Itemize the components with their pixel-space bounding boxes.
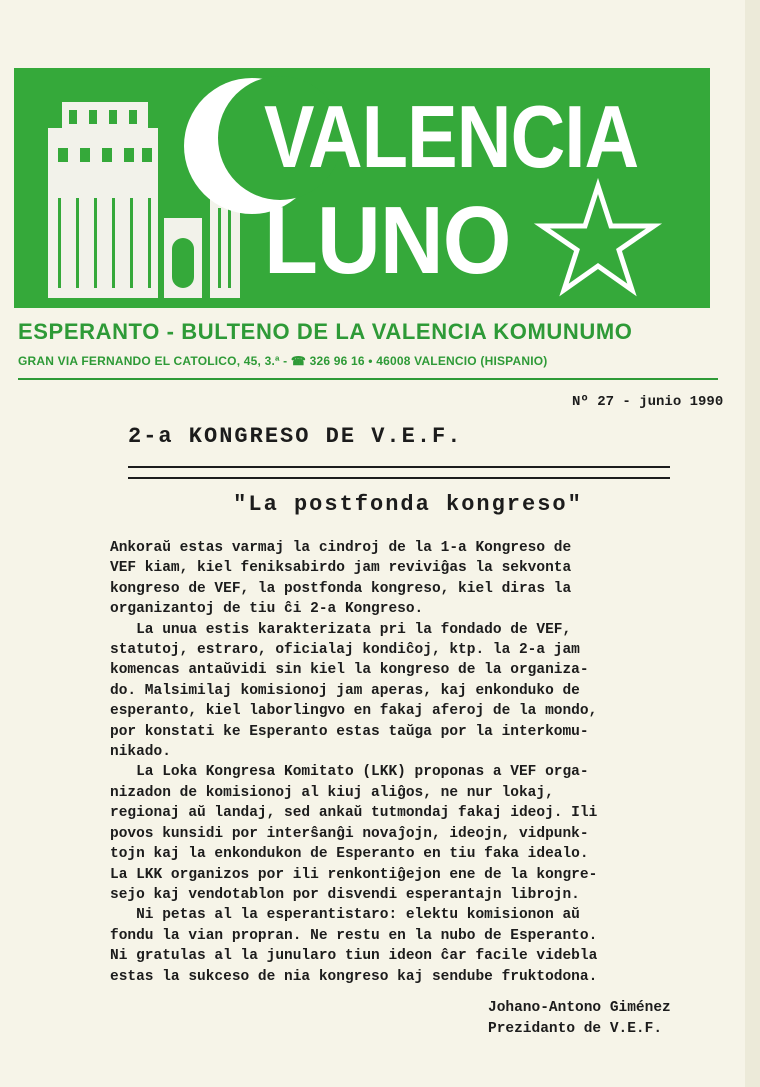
article-line: Ni gratulas al la junularo tiun ideon ĉar facile videbla <box>110 948 598 965</box>
article-headline: 2-a KONGRESO DE V.E.F. <box>128 424 463 449</box>
article-line: fondu la vian propran. Ne restu en la nubo de Esperanto. <box>110 927 598 944</box>
article-line: esperanto, kiel laborlingvo en fakaj aferoj de la mondo, <box>110 703 598 720</box>
article-line: VEF kiam, kiel feniksabirdo jam reviviĝas la sekvonta <box>110 560 572 577</box>
article-line: do. Malsimilaj komisionoj jam aperas, kaj enkonduko de <box>110 682 580 699</box>
article-line: nizadon de komisionoj al kiuj aliĝos, ne nur lokaj, <box>110 784 554 801</box>
article-body <box>110 538 705 987</box>
masthead-title-line-1: VALENCIA <box>264 87 639 186</box>
article-subheadline: "La postfonda kongreso" <box>233 492 583 517</box>
signature-role: Prezidanto de V.E.F. <box>488 1021 663 1037</box>
article-line: estas la sukceso de nia kongreso kaj sendube fruktodona. <box>110 968 598 985</box>
article-line: komencas antaŭvidi sin kiel la kongreso de la organiza- <box>110 662 589 679</box>
issue-number: Nº 27 - junio 1990 <box>572 394 724 410</box>
headline-double-rule <box>128 466 670 479</box>
article-line: statutoj, estraro, oficialaj kondiĉoj, ktp. la 2-a jam <box>110 642 580 659</box>
signature-name: Johano-Antono Giménez <box>488 1000 671 1016</box>
article-line: Ankoraŭ estas varmaj la cindroj de la 1-a Kongreso de <box>110 540 572 556</box>
star-icon <box>542 186 654 290</box>
article-line: sejo kaj vendotablon por disvendi esperantajn librojn. <box>110 886 580 903</box>
article-line: por konstati ke Esperanto estas taŭga por la interkomu- <box>110 723 589 740</box>
article-line: La LKK organizos por ili renkontiĝejon ene de la kongre- <box>110 866 598 883</box>
article-line: nikado. <box>110 744 171 761</box>
article-line: La Loka Kongresa Komitato (LKK) proponas a VEF orga- <box>110 764 589 781</box>
page-edge <box>745 0 760 1087</box>
masthead-rule <box>18 378 718 380</box>
article-line: organizantoj de tiu ĉi 2-a Kongreso. <box>110 601 424 618</box>
signature-block <box>488 998 671 1040</box>
article-line: povos kunsidi por interŝanĝi novaĵojn, ideojn, vidpunk- <box>110 825 589 842</box>
article-line: tojn kaj la enkondukon de Esperanto en tiu faka idealo. <box>110 846 589 863</box>
article-line: Ni petas al la esperantistaro: elektu komisionon aŭ <box>110 907 580 924</box>
article-line: regionaj aŭ landaj, sed ankaŭ tutmondaj fakaj ideoj. Ili <box>110 805 598 822</box>
masthead-subtitle: ESPERANTO - BULTENO DE LA VALENCIA KOMUNUMO <box>18 319 633 344</box>
article-line: La unua estis karakterizata pri la fondado de VEF, <box>110 621 572 638</box>
masthead-banner <box>14 68 710 308</box>
masthead-address: GRAN VIA FERNANDO EL CATOLICO, 45, 3.ª - ☎ 326 96 16 • 46008 VALENCIO (HISPANIO) <box>18 354 548 368</box>
masthead-title-line-2: LUNO <box>264 187 511 294</box>
article-line: kongreso de VEF, la postfonda kongreso, kiel diras la <box>110 580 572 597</box>
